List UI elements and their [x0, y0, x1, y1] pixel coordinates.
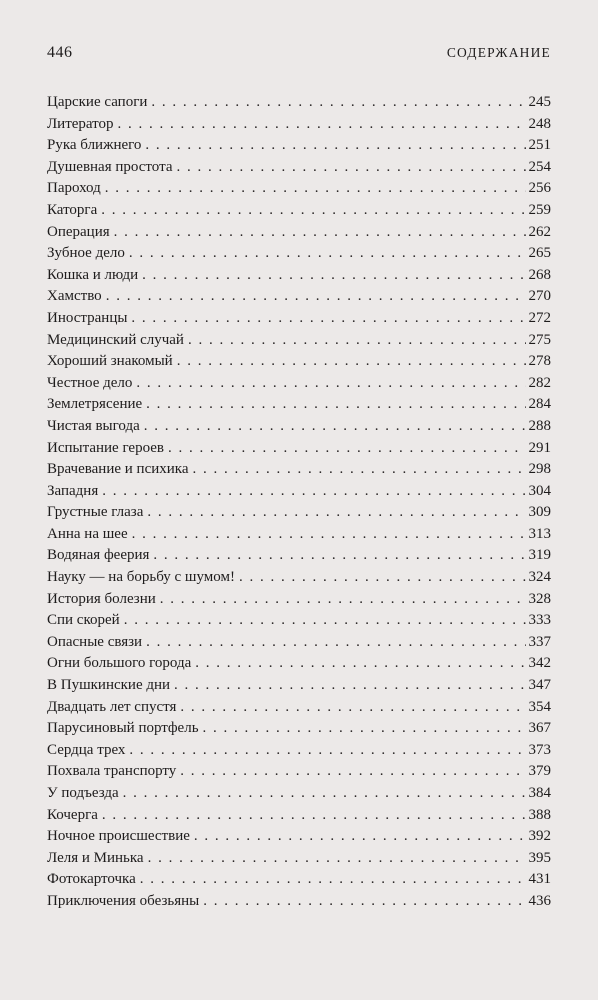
toc-entry [47, 394, 551, 416]
dot-leader [131, 308, 525, 330]
dot-leader [168, 438, 526, 460]
toc-entry-title: Каторга [47, 201, 98, 218]
toc-entry [47, 92, 551, 114]
section-title: СОДЕРЖАНИЕ [446, 45, 551, 60]
dot-leader [114, 222, 526, 244]
toc-entry-page: 304 [528, 482, 551, 499]
toc-entry-title: В Пушкинские дни [47, 677, 171, 694]
toc-entry-page: 309 [528, 504, 551, 521]
toc-entry-page: 275 [528, 331, 551, 348]
toc-entry-page: 291 [528, 439, 551, 456]
toc-entry [47, 740, 551, 762]
toc-entry-title: Похвала транспорту [47, 763, 177, 780]
toc-entry-page: 324 [528, 569, 551, 586]
toc-entry-title: Медицинский случай [47, 331, 184, 348]
dot-leader [105, 178, 526, 200]
toc-entry [47, 783, 551, 805]
toc-entry-title: Душевная простота [47, 158, 173, 175]
toc-entry [47, 718, 551, 740]
toc-entry [47, 545, 551, 567]
toc-entry [47, 653, 551, 675]
dot-leader [102, 805, 526, 827]
dot-leader [147, 502, 525, 524]
toc-entry [47, 459, 551, 481]
toc-entry-page: 259 [528, 201, 551, 218]
dot-leader [145, 135, 525, 157]
toc-entry [47, 891, 551, 913]
toc-entry-page: 431 [528, 871, 551, 888]
dot-leader [180, 697, 525, 719]
toc-entry-title: Грустные глаза [47, 504, 144, 521]
toc-entry-title: Хороший знакомый [47, 353, 173, 370]
toc-entry-page: 284 [528, 396, 551, 413]
dot-leader [142, 265, 525, 287]
dot-leader [129, 740, 525, 762]
toc-entry-page: 367 [528, 720, 551, 737]
toc-entry-page: 395 [528, 849, 551, 866]
toc-entry-title: Испытание героев [47, 439, 164, 456]
dot-leader [153, 545, 525, 567]
dot-leader [144, 416, 526, 438]
toc-entry-page: 268 [528, 266, 551, 283]
page-header [47, 44, 551, 62]
toc-entry-page: 265 [528, 245, 551, 262]
dot-leader [174, 675, 525, 697]
toc-entry-page: 245 [528, 94, 551, 110]
toc-entry [47, 200, 551, 222]
toc-entry [47, 351, 551, 373]
toc-entry-page: 288 [528, 417, 551, 434]
toc-entry [47, 330, 551, 352]
toc-entry-title: Кошка и люди [47, 266, 139, 283]
dot-leader [176, 157, 525, 179]
toc-entry-title: История болезни [47, 590, 156, 607]
toc-entry-page: 313 [528, 525, 551, 542]
dot-leader [101, 200, 525, 222]
toc-entry-page: 278 [528, 353, 551, 370]
toc-entry-page: 262 [528, 223, 551, 240]
page-number: 446 [47, 44, 73, 61]
toc-entry-page: 282 [528, 374, 551, 391]
toc-entry-page: 373 [528, 741, 551, 758]
dot-leader [177, 351, 526, 373]
toc-entry-page: 342 [528, 655, 551, 672]
toc-entry-title: Чистая выгода [47, 417, 140, 434]
dot-leader [140, 869, 526, 891]
toc-entry-page: 298 [528, 461, 551, 478]
dot-leader [136, 373, 525, 395]
toc-entry-page: 392 [528, 828, 551, 845]
toc-entry-title: Кочерга [47, 806, 98, 823]
toc-entry [47, 567, 551, 589]
dot-leader [195, 653, 525, 675]
toc-entry [47, 265, 551, 287]
toc-entry [47, 524, 551, 546]
toc-entry [47, 589, 551, 611]
toc-entry-page: 272 [528, 309, 551, 326]
table-of-contents [47, 92, 551, 913]
toc-entry [47, 697, 551, 719]
dot-leader [148, 848, 526, 870]
dot-leader [188, 330, 526, 352]
toc-entry [47, 632, 551, 654]
toc-entry-page: 319 [528, 547, 551, 564]
toc-entry-page: 384 [528, 785, 551, 801]
toc-entry-title: Огни большого города [47, 655, 192, 672]
toc-entry [47, 848, 551, 870]
dot-leader [203, 891, 525, 913]
toc-entry [47, 761, 551, 783]
toc-entry-title: Парусиновый портфель [47, 720, 199, 737]
toc-entry-title: Двадцать лет спустя [47, 698, 177, 715]
dot-leader [180, 761, 525, 783]
toc-entry-page: 337 [528, 633, 551, 650]
dot-leader [146, 394, 525, 416]
dot-leader [102, 481, 525, 503]
dot-leader [203, 718, 526, 740]
toc-entry-title: Царские сапоги [47, 94, 148, 110]
toc-entry-title: Спи скорей [47, 612, 120, 629]
dot-leader [146, 632, 525, 654]
toc-entry-page: 379 [528, 763, 551, 780]
toc-entry-title: Операция [47, 223, 110, 240]
toc-entry [47, 805, 551, 827]
toc-entry-title: Анна на шее [47, 525, 128, 542]
toc-entry-page: 251 [528, 137, 551, 154]
toc-entry-page: 354 [528, 698, 551, 715]
toc-entry-title: Опасные связи [47, 633, 143, 650]
toc-entry-title: Науку — на борьбу с шумом! [47, 569, 235, 586]
dot-leader [239, 567, 526, 589]
toc-entry-title: Честное дело [47, 374, 133, 391]
toc-entry [47, 308, 551, 330]
toc-entry [47, 826, 551, 848]
toc-entry [47, 416, 551, 438]
dot-leader [160, 589, 526, 611]
dot-leader [106, 286, 526, 308]
toc-entry-title: Иностранцы [47, 309, 128, 326]
toc-entry-title: Зубное дело [47, 245, 125, 262]
toc-entry-title: Приключения обезьяны [47, 892, 200, 909]
toc-entry [47, 373, 551, 395]
toc-entry-title: Водяная феерия [47, 547, 150, 564]
toc-entry [47, 502, 551, 524]
toc-entry-page: 328 [528, 590, 551, 607]
toc-entry [47, 178, 551, 200]
toc-entry [47, 869, 551, 891]
toc-entry [47, 114, 551, 136]
toc-entry-title: У подъезда [47, 785, 119, 801]
toc-entry-title: Фотокарточка [47, 871, 136, 888]
dot-leader [123, 783, 526, 805]
toc-entry-page: 436 [528, 892, 551, 909]
toc-entry-title: Хамство [47, 288, 102, 305]
toc-entry-page: 248 [528, 115, 551, 132]
toc-entry-title: Врачевание и психика [47, 461, 189, 478]
dot-leader [193, 459, 526, 481]
toc-entry-title: Ночное происшествие [47, 828, 190, 845]
toc-entry [47, 243, 551, 265]
toc-entry-title: Леля и Минька [47, 849, 144, 866]
toc-entry-title: Сердца трех [47, 741, 126, 758]
toc-entry [47, 286, 551, 308]
toc-entry [47, 675, 551, 697]
dot-leader [194, 826, 526, 848]
toc-entry [47, 610, 551, 632]
toc-entry [47, 157, 551, 179]
toc-entry-title: Пароход [47, 180, 101, 197]
toc-entry-page: 270 [528, 288, 551, 305]
toc-entry-title: Литератор [47, 115, 114, 132]
toc-entry-page: 388 [528, 806, 551, 823]
toc-entry [47, 481, 551, 503]
dot-leader [132, 524, 526, 546]
toc-entry-page: 347 [528, 677, 551, 694]
dot-leader [124, 610, 526, 632]
toc-entry [47, 135, 551, 157]
toc-entry-title: Землетрясение [47, 396, 143, 413]
dot-leader [118, 114, 526, 136]
toc-entry-page: 333 [528, 612, 551, 629]
dot-leader [129, 243, 526, 265]
toc-entry-title: Западня [47, 482, 99, 499]
dot-leader [151, 92, 525, 114]
toc-entry-page: 256 [528, 180, 551, 197]
toc-entry [47, 222, 551, 244]
toc-entry-title: Рука ближнего [47, 137, 142, 154]
toc-entry [47, 438, 551, 460]
toc-entry-page: 254 [528, 158, 551, 175]
